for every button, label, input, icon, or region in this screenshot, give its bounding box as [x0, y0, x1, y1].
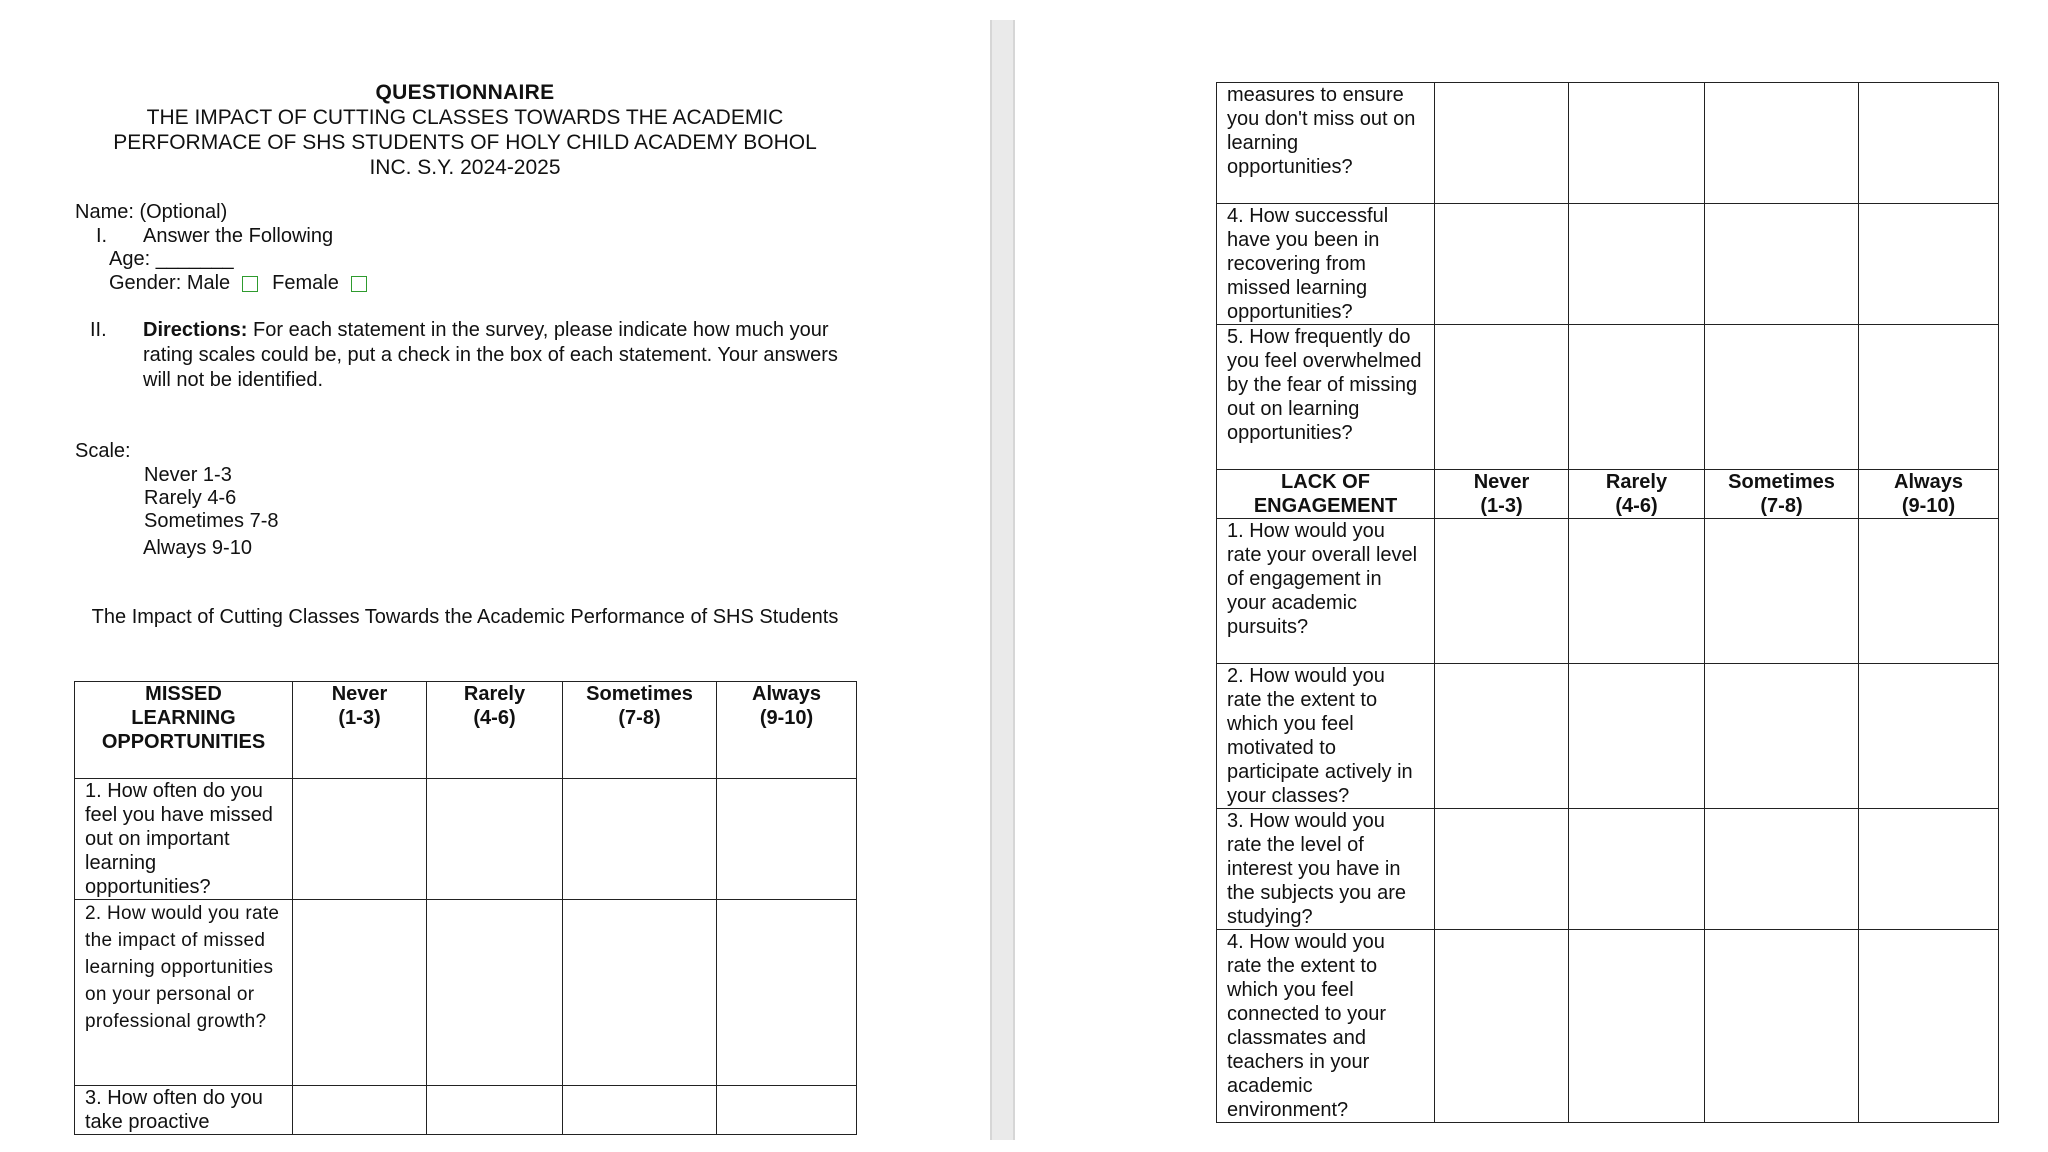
category-heading [1217, 470, 1435, 519]
rating-cell-always[interactable] [717, 779, 857, 900]
rating-cell-sometimes[interactable] [1705, 664, 1859, 809]
age-field[interactable]: Age: _______ [109, 248, 234, 270]
rating-cell-never[interactable] [1435, 325, 1569, 470]
subtitle-line: INC. S.Y. 2024-2025 [369, 156, 561, 179]
section-label: Answer the Following [143, 225, 334, 247]
question-cell: 2. How would you rate the impact of missed learning opportunities on your personal or professional growth? [75, 900, 293, 1086]
rating-cell-rarely[interactable] [1569, 204, 1705, 325]
continued-survey-table [1216, 82, 1999, 1123]
rating-cell-rarely[interactable] [1569, 83, 1705, 204]
questionnaire-title: QUESTIONNAIRE [375, 81, 555, 104]
table-row [1217, 809, 1999, 930]
rating-cell-sometimes[interactable] [563, 779, 717, 900]
col-label: Always [752, 683, 821, 705]
question-cell: 1. How often do you feel you have missed out on important learning opportunities? [75, 779, 293, 900]
rating-cell-rarely[interactable] [427, 900, 563, 1086]
question-cell: 5. How frequently do you feel overwhelmed by the fear of missing out on learning opportunities? [1217, 325, 1435, 470]
col-label: Never [1473, 471, 1530, 493]
rating-cell-never[interactable] [1435, 204, 1569, 325]
rating-cell-never[interactable] [293, 779, 427, 900]
scale-item: Never 1-3 [144, 464, 232, 486]
scale-item: Sometimes 7-8 [144, 510, 279, 532]
rating-cell-sometimes[interactable] [1705, 325, 1859, 470]
rating-cell-sometimes[interactable] [1705, 83, 1859, 204]
directions-bold: Directions: [143, 319, 248, 341]
heading-line: ENGAGEMENT [1253, 495, 1398, 517]
col-rarely [427, 682, 563, 779]
table-row [1217, 204, 1999, 325]
table-row [1217, 519, 1999, 664]
rating-cell-sometimes[interactable] [1705, 519, 1859, 664]
missed-learning-table [74, 681, 857, 1135]
scale-label: Scale: [75, 440, 131, 462]
question-cell: 3. How would you rate the level of interest you have in the subjects you are studying? [1217, 809, 1435, 930]
subtitle-line: THE IMPACT OF CUTTING CLASSES TOWARDS THE ACADEMIC [146, 106, 784, 129]
questionnaire-header [60, 80, 870, 180]
question-cell: measures to ensure you don't miss out on learning opportunities? [1217, 83, 1435, 204]
col-range: (7-8) [618, 707, 661, 729]
col-label: Never [331, 683, 388, 705]
table-row [75, 779, 857, 900]
rating-cell-always[interactable] [1859, 325, 1999, 470]
rating-cell-sometimes[interactable] [1705, 930, 1859, 1123]
scale-item: Rarely 4-6 [144, 487, 237, 509]
col-sometimes [1705, 470, 1859, 519]
rating-cell-always[interactable] [1859, 930, 1999, 1123]
gender-female-label: Female [272, 272, 339, 294]
heading-line: OPPORTUNITIES [101, 731, 266, 753]
rating-cell-rarely[interactable] [1569, 930, 1705, 1123]
rating-cell-never[interactable] [1435, 930, 1569, 1123]
col-never [293, 682, 427, 779]
male-checkbox[interactable] [242, 276, 258, 292]
rating-cell-rarely[interactable] [1569, 809, 1705, 930]
col-always [1859, 470, 1999, 519]
table-row [1217, 325, 1999, 470]
rating-cell-never[interactable] [293, 900, 427, 1086]
col-range: (4-6) [1615, 495, 1658, 517]
rating-cell-sometimes[interactable] [563, 1086, 717, 1135]
rating-cell-sometimes[interactable] [563, 900, 717, 1086]
table-row [1217, 83, 1999, 204]
col-never [1435, 470, 1569, 519]
scale-item: Always 9-10 [143, 537, 252, 559]
rating-cell-never[interactable] [293, 1086, 427, 1135]
rating-cell-rarely[interactable] [1569, 325, 1705, 470]
rating-cell-always[interactable] [1859, 664, 1999, 809]
col-range: (9-10) [1901, 495, 1956, 517]
table-header-row [75, 682, 857, 779]
table-row [1217, 930, 1999, 1123]
rating-cell-never[interactable] [1435, 809, 1569, 930]
page-left [0, 0, 990, 1152]
rating-cell-never[interactable] [1435, 519, 1569, 664]
col-label: Always [1894, 471, 1963, 493]
rating-cell-rarely[interactable] [1569, 519, 1705, 664]
col-range: (9-10) [759, 707, 814, 729]
col-label: Rarely [1605, 471, 1668, 493]
question-cell: 4. How successful have you been in recovering from missed learning opportunities? [1217, 204, 1435, 325]
heading-line: LACK OF [1281, 471, 1370, 493]
rating-cell-always[interactable] [717, 900, 857, 1086]
subtitle-line: PERFORMACE OF SHS STUDENTS OF HOLY CHILD ACADEMY BOHOL [113, 131, 817, 154]
rating-cell-always[interactable] [1859, 519, 1999, 664]
col-range: (1-3) [338, 707, 381, 729]
table-row [1217, 664, 1999, 809]
heading-line: MISSED [145, 683, 222, 705]
female-checkbox[interactable] [351, 276, 367, 292]
rating-cell-sometimes[interactable] [1705, 204, 1859, 325]
name-label: Name: (Optional) [75, 201, 228, 223]
col-sometimes [563, 682, 717, 779]
rating-cell-sometimes[interactable] [1705, 809, 1859, 930]
section-number: I. [96, 225, 108, 247]
col-always [717, 682, 857, 779]
rating-cell-always[interactable] [1859, 809, 1999, 930]
table-header-row [1217, 470, 1999, 519]
question-cell: 1. How would you rate your overall level of engagement in your academic pursuits? [1217, 519, 1435, 664]
page-divider [990, 20, 1015, 1140]
directions-paragraph [143, 318, 843, 393]
directions-text: For each statement in the survey, please indicate how much your rating scales could be, put a check in the box of each statement. Your answers will not be identified. [143, 319, 838, 391]
rating-cell-rarely[interactable] [427, 779, 563, 900]
rating-cell-rarely[interactable] [427, 1086, 563, 1135]
question-cell: 3. How often do you take proactive [75, 1086, 293, 1135]
col-range: (1-3) [1480, 495, 1523, 517]
rating-cell-never[interactable] [1435, 83, 1569, 204]
col-label: Sometimes [1728, 471, 1835, 493]
col-label: Sometimes [586, 683, 693, 705]
rating-cell-rarely[interactable] [1569, 664, 1705, 809]
table-row [75, 1086, 857, 1135]
rating-cell-never[interactable] [1435, 664, 1569, 809]
col-range: (4-6) [473, 707, 516, 729]
col-label: Rarely [463, 683, 526, 705]
gender-row [109, 271, 381, 295]
survey-title: The Impact of Cutting Classes Towards the Academic Performance of SHS Students [91, 606, 839, 628]
col-rarely [1569, 470, 1705, 519]
directions-number: II. [90, 319, 107, 341]
heading-line: LEARNING [131, 707, 236, 729]
table-row [75, 900, 857, 1086]
col-range: (7-8) [1760, 495, 1803, 517]
rating-cell-always[interactable] [1859, 83, 1999, 204]
rating-cell-always[interactable] [1859, 204, 1999, 325]
category-heading [75, 682, 293, 779]
rating-cell-always[interactable] [717, 1086, 857, 1135]
question-cell: 4. How would you rate the extent to which you feel connected to your classmates and teachers in your academic environment? [1217, 930, 1435, 1123]
question-cell: 2. How would you rate the extent to which you feel motivated to participate actively in your classes? [1217, 664, 1435, 809]
gender-male-label: Gender: Male [109, 272, 231, 294]
